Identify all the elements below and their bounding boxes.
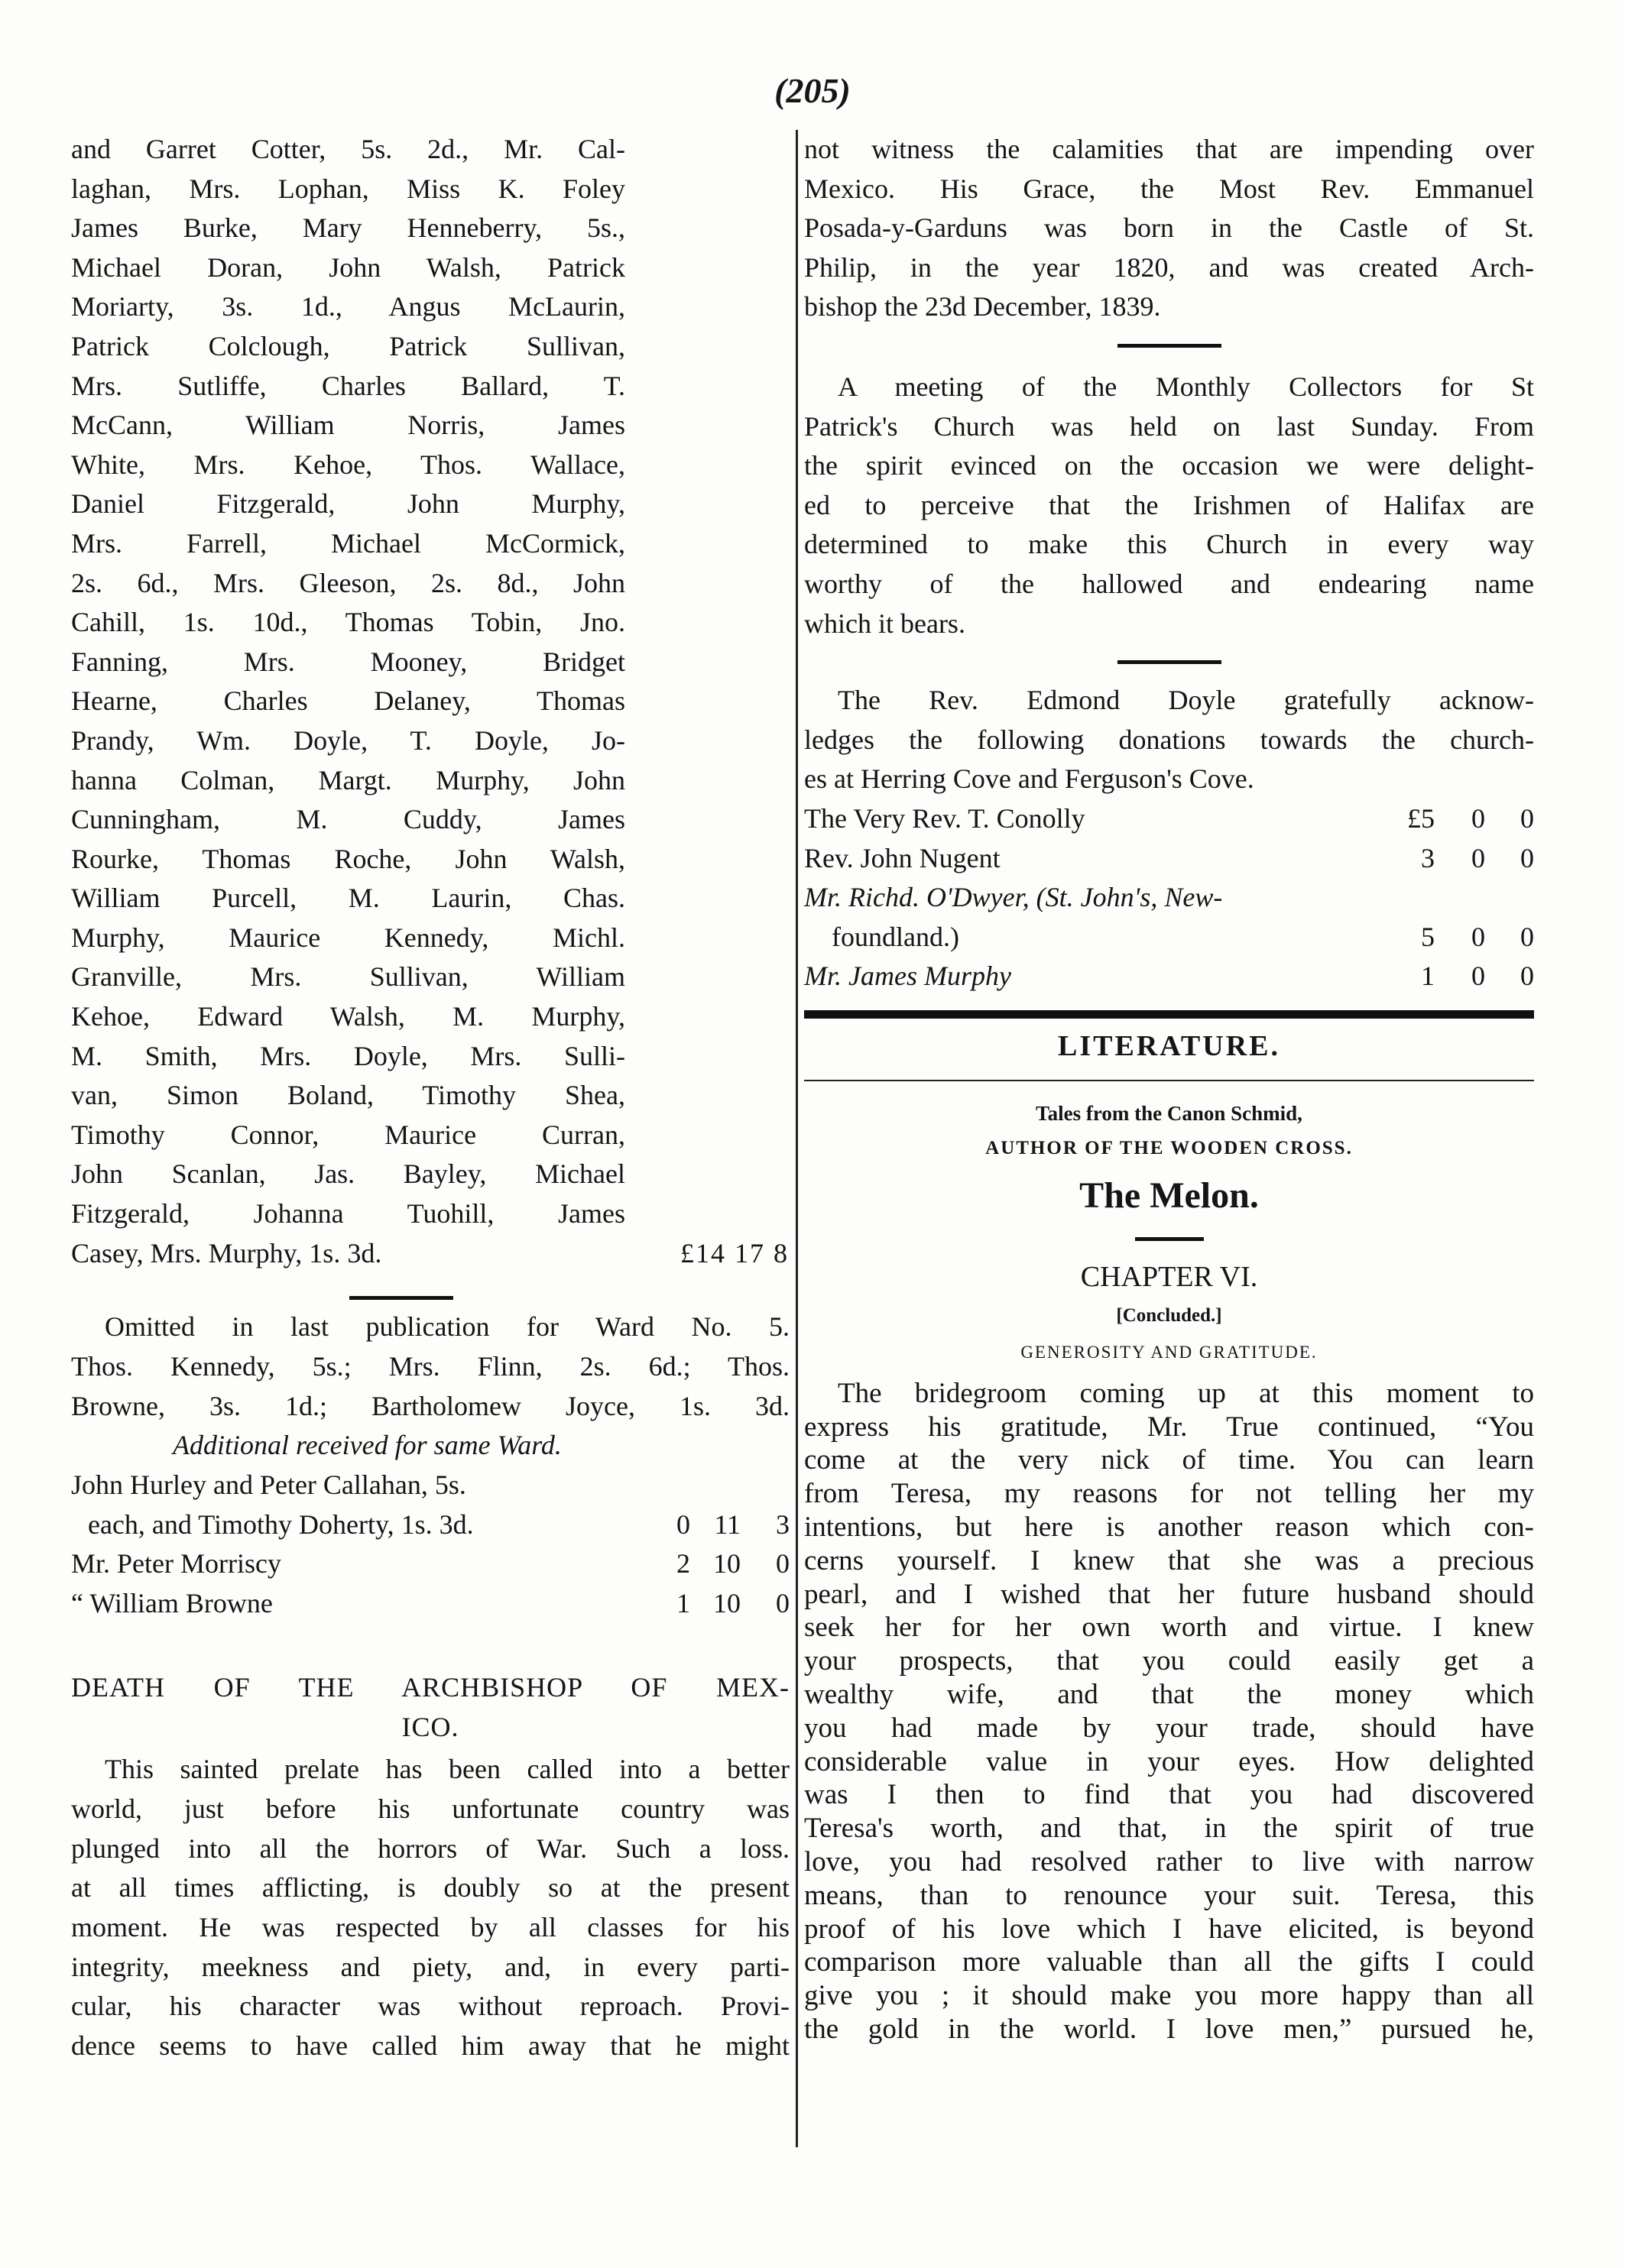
- story-text-line: considerable value in your eyes. How delighted: [804, 1745, 1534, 1777]
- donation-row: [804, 799, 1534, 839]
- death-body: [71, 1750, 790, 2066]
- doyle-text-line: ledges the following donations towards the church-: [804, 724, 1534, 755]
- subscription-line: Michael Doran, John Walsh, Patrick: [71, 251, 625, 283]
- donation-row: [804, 918, 1534, 957]
- omitted-line: Omitted in last publication for Ward No. 5.: [105, 1311, 790, 1343]
- subscription-last-line: Casey, Mrs. Murphy, 1s. 3d.: [71, 1237, 382, 1268]
- subscription-line: Murphy, Maurice Kennedy, Michl.: [71, 922, 625, 953]
- donation-pounds: £5: [1407, 802, 1435, 834]
- subscription-line: Fanning, Mrs. Mooney, Bridget: [71, 646, 625, 677]
- donation-pence: 0: [1520, 802, 1534, 834]
- additional-pence: 3: [776, 1508, 790, 1540]
- story-text-line: come at the very nick of time. You can learn: [804, 1444, 1534, 1476]
- subscription-line: van, Simon Boland, Timothy Shea,: [71, 1080, 625, 1111]
- meeting-text-line: which it bears.: [804, 608, 965, 639]
- additional-shillings: 10: [713, 1548, 741, 1580]
- meeting-text-line: A meeting of the Monthly Collectors for St: [838, 371, 1534, 402]
- story-text-line: comparison more valuable than all the gifts I could: [804, 1946, 1534, 1978]
- donation-shillings: 0: [1471, 961, 1485, 992]
- death-text-line: Mexico. His Grace, the Most Rev. Emmanuel: [804, 173, 1534, 204]
- separator: [1117, 344, 1221, 348]
- additional-pounds: 2: [676, 1548, 690, 1580]
- additional-line: John Hurley and Peter Callahan, 5s.: [71, 1469, 466, 1501]
- subscription-line: Daniel Fitzgerald, John Murphy,: [71, 488, 625, 520]
- story-text-line: intentions, but here is another reason which con-: [804, 1511, 1534, 1544]
- additional-row: [71, 1584, 790, 1624]
- story-text-line: proof of his love which I have elicited, is beyond: [804, 1913, 1534, 1945]
- literature-rule: [804, 1080, 1534, 1081]
- additional-label: each, and Timothy Doherty, 1s. 3d.: [88, 1508, 474, 1540]
- heavy-rule: [804, 1010, 1534, 1019]
- separator: [1117, 660, 1221, 664]
- death-text-line: bishop the 23d December, 1839.: [804, 291, 1161, 322]
- story-title: The Melon.: [1079, 1174, 1259, 1216]
- death-text-line: at all times afflicting, is doubly so at the present: [71, 1872, 790, 1904]
- subscription-line: laghan, Mrs. Lophan, Miss K. Foley: [71, 173, 625, 204]
- donation-row: [804, 839, 1534, 879]
- story-text-line: express his gratitude, Mr. True continued, “You: [804, 1411, 1534, 1443]
- death-heading: [71, 1668, 790, 1747]
- subscription-line: Mrs. Farrell, Michael McCormick,: [71, 527, 625, 559]
- subscription-line: McCann, William Norris, James: [71, 410, 625, 441]
- donation-pence: 0: [1520, 842, 1534, 873]
- additional-pence: 0: [776, 1588, 790, 1619]
- death-text-line: dence seems to have called him away that he might: [71, 2030, 790, 2062]
- left-column: [71, 130, 790, 2066]
- subscription-line: James Burke, Mary Henneberry, 5s.,: [71, 212, 625, 244]
- column-divider: [796, 130, 798, 2147]
- additional-label: “ William Browne: [71, 1588, 273, 1619]
- subscription-line: Prandy, Wm. Doyle, T. Doyle, Jo-: [71, 724, 625, 756]
- story-text-line: you had made by your trade, should have: [804, 1712, 1534, 1744]
- subscription-total-row: [71, 1234, 793, 1274]
- donation-shillings: 0: [1471, 802, 1485, 834]
- subscription-line: Timothy Connor, Maurice Curran,: [71, 1119, 625, 1150]
- subscription-line: Patrick Colclough, Patrick Sullivan,: [71, 330, 625, 361]
- death-text-line: world, just before his unfortunate country was: [71, 1793, 790, 1824]
- death-text-line: not witness the calamities that are impending over: [804, 134, 1534, 164]
- meeting-text-line: the spirit evinced on the occasion we were delight-: [804, 450, 1534, 481]
- additional-heading: Additional received for same Ward.: [173, 1430, 562, 1461]
- additional-pounds: 1: [676, 1588, 690, 1619]
- subscription-line: Cunningham, M. Cuddy, James: [71, 804, 625, 835]
- story-text-line: the gold in the world. I love men,” pursued he,: [804, 2014, 1534, 2046]
- story-text-line: pearl, and I wished that her future husband should: [804, 1578, 1534, 1610]
- story-text-line: cerns yourself. I knew that she was a precious: [804, 1544, 1534, 1576]
- right-column: [804, 130, 1534, 2046]
- donation-label: foundland.): [832, 921, 959, 952]
- meeting-text-line: determined to make this Church in every way: [804, 529, 1534, 560]
- donation-line: Mr. Richd. O'Dwyer, (St. John's, New-: [804, 882, 1223, 913]
- story-text-line: means, than to renounce your suit. Teresa, this: [804, 1879, 1534, 1911]
- donation-shillings: 0: [1471, 842, 1485, 873]
- doyle-text-line: es at Herring Cove and Ferguson's Cove.: [804, 763, 1254, 795]
- death-text-line: integrity, meekness and piety, and, in every parti-: [71, 1951, 790, 1982]
- tales-line: Tales from the Canon Schmid,: [1036, 1101, 1302, 1125]
- additional-pounds: 0: [676, 1508, 690, 1540]
- death-continued: [804, 130, 1534, 327]
- meeting-notice: [804, 368, 1534, 643]
- additional-label: Mr. Peter Morriscy: [71, 1548, 281, 1580]
- death-text-line: Philip, in the year 1820, and was created Arch-: [804, 251, 1534, 283]
- additional-row: [71, 1505, 790, 1545]
- subscription-line: Mrs. Sutliffe, Charles Ballard, T.: [71, 370, 625, 401]
- additional-shillings: 10: [713, 1588, 741, 1619]
- death-text-line: moment. He was respected by all classes for his: [71, 1912, 790, 1943]
- story-body: [804, 1377, 1534, 2046]
- death-text-line: This sainted prelate has been called into a better: [105, 1754, 790, 1785]
- concluded-label: [Concluded.]: [1116, 1304, 1222, 1326]
- donation-label: Mr. James Murphy: [804, 961, 1011, 992]
- omitted-line: Browne, 3s. 1d.; Bartholomew Joyce, 1s. 3d.: [71, 1390, 790, 1421]
- page-number: (205): [774, 71, 851, 110]
- story-text-line: seek her for her own worth and virtue. I knew: [804, 1612, 1534, 1644]
- additional-shillings: 11: [714, 1508, 741, 1540]
- death-heading-line1: DEATH OF THE ARCHBISHOP OF MEX-: [71, 1671, 790, 1703]
- additional-pence: 0: [776, 1548, 790, 1580]
- donation-pounds: 5: [1421, 921, 1435, 952]
- donation-label: Rev. John Nugent: [804, 842, 1001, 873]
- omitted-line: Thos. Kennedy, 5s.; Mrs. Flinn, 2s. 6d.; Thos.: [71, 1350, 790, 1382]
- subscription-line: Granville, Mrs. Sullivan, William: [71, 961, 625, 993]
- subscription-line: M. Smith, Mrs. Doyle, Mrs. Sulli-: [71, 1040, 625, 1071]
- chapter-heading: CHAPTER VI.: [1080, 1260, 1258, 1293]
- doyle-text-line: The Rev. Edmond Doyle gratefully acknow-: [838, 685, 1534, 716]
- donation-pounds: 3: [1421, 842, 1435, 873]
- donation-label: The Very Rev. T. Conolly: [804, 802, 1085, 834]
- subscription-list: [71, 130, 789, 1273]
- subscription-line: Cahill, 1s. 10d., Thomas Tobin, Jno.: [71, 607, 625, 638]
- donation-shillings: 0: [1471, 921, 1485, 952]
- literature-heading: LITERATURE.: [1058, 1029, 1280, 1062]
- story-text-line: The bridegroom coming up at this moment to: [838, 1377, 1534, 1409]
- story-text-line: love, you had resolved rather to live with narrow: [804, 1846, 1534, 1878]
- donation-pence: 0: [1520, 921, 1534, 952]
- separator: [349, 1296, 453, 1300]
- donation-pence: 0: [1520, 961, 1534, 992]
- story-text-line: from Teresa, my reasons for not telling her my: [804, 1478, 1534, 1510]
- subscription-line: and Garret Cotter, 5s. 2d., Mr. Cal-: [71, 134, 625, 164]
- death-text-line: cular, his character was without reproach. Provi-: [71, 1991, 790, 2022]
- separator: [1135, 1237, 1204, 1241]
- donation-row: [804, 957, 1534, 996]
- subscription-line: 2s. 6d., Mrs. Gleeson, 2s. 8d., John: [71, 567, 625, 598]
- subscription-line: Moriarty, 3s. 1d., Angus McLaurin,: [71, 291, 625, 322]
- death-heading-line2: ICO.: [401, 1711, 459, 1742]
- subscription-line: White, Mrs. Kehoe, Thos. Wallace,: [71, 449, 625, 480]
- story-text-line: Teresa's worth, and that, in the spirit of true: [804, 1813, 1534, 1845]
- chapter-subtitle: GENEROSITY AND GRATITUDE.: [1020, 1342, 1318, 1362]
- story-text-line: your prospects, that you could easily get a: [804, 1645, 1534, 1677]
- donation-pounds: 1: [1421, 961, 1435, 992]
- subscription-line: hanna Colman, Margt. Murphy, John: [71, 764, 625, 795]
- death-text-line: plunged into all the horrors of War. Such a loss.: [71, 1832, 790, 1864]
- story-text-line: wealthy wife, and that the money which: [804, 1679, 1534, 1711]
- subscription-total: £14 17 8: [680, 1237, 789, 1268]
- story-text-line: was I then to find that you had discovered: [804, 1779, 1534, 1811]
- subscription-line: Hearne, Charles Delaney, Thomas: [71, 685, 625, 717]
- subscription-line: Fitzgerald, Johanna Tuohill, James: [71, 1198, 625, 1230]
- omitted-section: [71, 1307, 790, 1624]
- story-text-line: give you ; it should make you more happy than all: [804, 1980, 1534, 2012]
- doyle-notice: [804, 681, 1534, 996]
- author-line: AUTHOR OF THE WOODEN CROSS.: [985, 1137, 1353, 1158]
- meeting-text-line: ed to perceive that the Irishmen of Halifax are: [804, 489, 1534, 520]
- death-text-line: Posada-y-Garduns was born in the Castle of St.: [804, 212, 1534, 244]
- subscription-line: Kehoe, Edward Walsh, M. Murphy,: [71, 1001, 625, 1032]
- subscription-line: John Scanlan, Jas. Bayley, Michael: [71, 1158, 625, 1190]
- meeting-text-line: worthy of the hallowed and endearing name: [804, 568, 1534, 599]
- subscription-line: Rourke, Thomas Roche, John Walsh,: [71, 843, 625, 874]
- additional-row: [71, 1544, 790, 1584]
- meeting-text-line: Patrick's Church was held on last Sunday. From: [804, 410, 1534, 442]
- subscription-line: William Purcell, M. Laurin, Chas.: [71, 883, 625, 914]
